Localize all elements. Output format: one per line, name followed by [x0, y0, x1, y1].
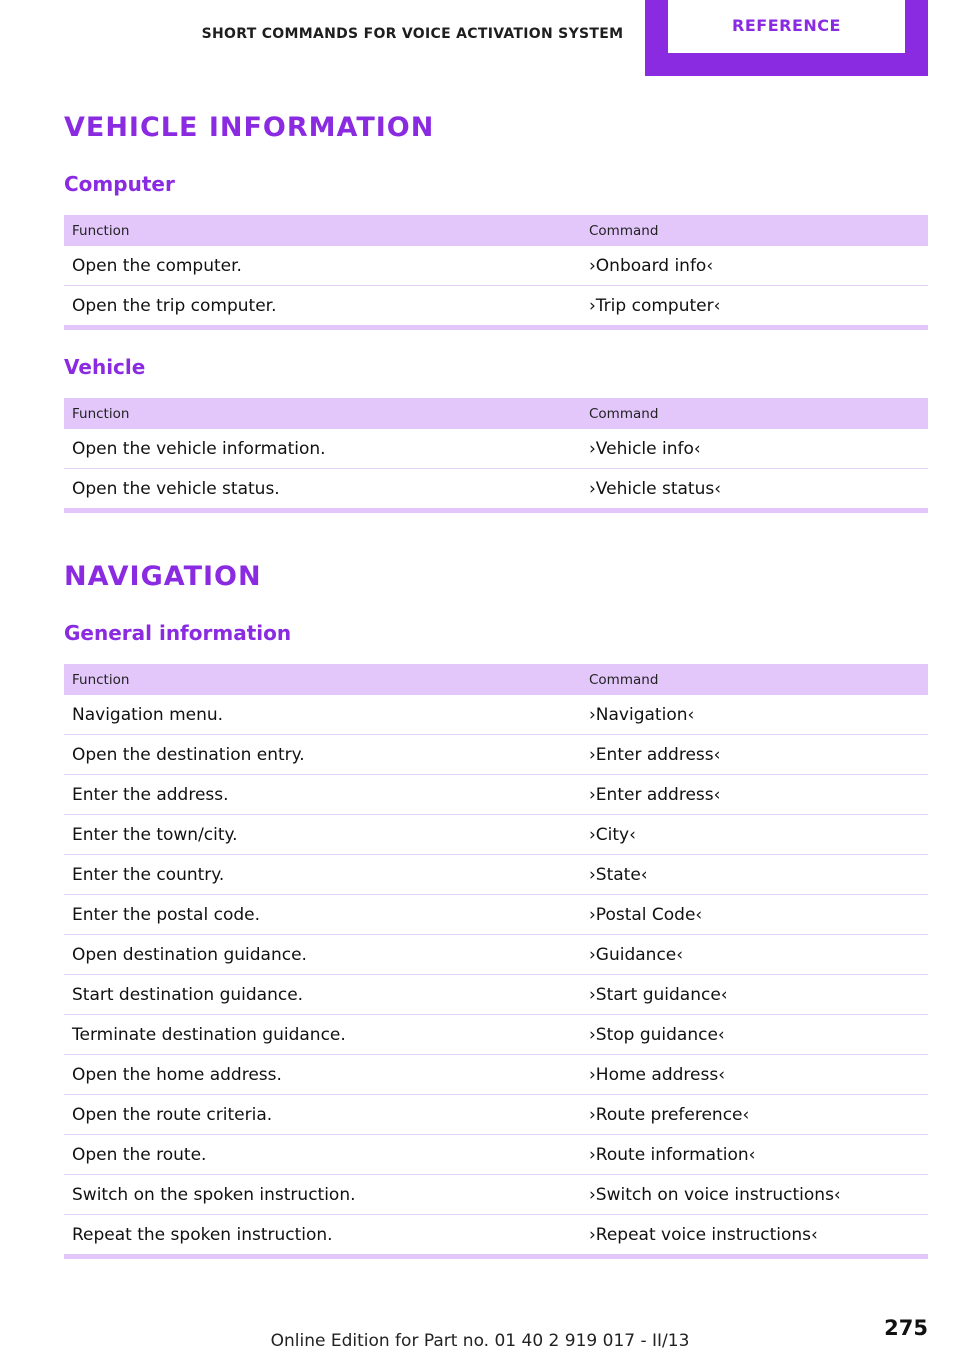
command-cell: ›Enter address‹	[581, 775, 928, 815]
table-row	[64, 815, 928, 855]
function-cell: Enter the town/city.	[64, 815, 581, 855]
command-cell: ›Vehicle info‹	[581, 429, 928, 469]
command-cell: ›Enter address‹	[581, 735, 928, 775]
function-cell: Open the route.	[64, 1135, 581, 1175]
command-cell: ›Repeat voice instructions‹	[589, 1224, 818, 1245]
table-row	[64, 1015, 928, 1055]
page-number: 275	[884, 1316, 928, 1340]
section-title-navigation: NAVIGATION	[64, 561, 262, 592]
function-cell: Terminate destination guidance.	[64, 1015, 581, 1055]
table-row	[64, 935, 928, 975]
table-row	[64, 1055, 928, 1095]
function-cell: Open the trip computer.	[72, 295, 277, 316]
table-row	[64, 1135, 928, 1175]
function-cell: Open the destination entry.	[64, 735, 581, 775]
function-cell: Open the vehicle status.	[72, 478, 280, 499]
section-title-vehicle-information: VEHICLE INFORMATION	[64, 112, 435, 143]
table-row	[64, 1095, 928, 1135]
table-row	[64, 1215, 928, 1255]
footer-edition: Online Edition for Part no. 01 40 2 919 017 - II/13	[270, 1331, 690, 1351]
table-row	[64, 1175, 928, 1215]
command-cell: ›Onboard info‹	[581, 246, 928, 286]
command-cell: ›Navigation‹	[581, 695, 928, 735]
table-bottom-rule	[64, 1254, 928, 1259]
running-header: SHORT COMMANDS FOR VOICE ACTIVATION SYSTEM	[201, 26, 624, 42]
table-header-row	[64, 398, 928, 429]
function-cell: Open the vehicle information.	[64, 429, 581, 469]
function-cell: Enter the postal code.	[64, 895, 581, 935]
vehicle-commands-table	[64, 398, 928, 513]
function-cell: Enter the country.	[64, 855, 581, 895]
column-header-command: Command	[581, 664, 928, 695]
table-row	[64, 429, 928, 469]
section-tab-label: REFERENCE	[668, 0, 905, 53]
command-cell: ›State‹	[581, 855, 928, 895]
command-cell: ›Route preference‹	[581, 1095, 928, 1135]
command-cell: ›Guidance‹	[581, 935, 928, 975]
table-row	[64, 695, 928, 735]
table-row	[64, 246, 928, 286]
table-row	[64, 286, 928, 326]
column-header-function: Function	[64, 664, 581, 695]
function-cell: Repeat the spoken instruction.	[72, 1224, 333, 1245]
command-cell: ›Trip computer‹	[589, 295, 721, 316]
command-cell: ›Stop guidance‹	[581, 1015, 928, 1055]
subsection-title-computer: Computer	[64, 172, 175, 196]
function-cell: Open destination guidance.	[64, 935, 581, 975]
table-bottom-rule	[64, 508, 928, 513]
table-row	[64, 469, 928, 509]
section-tab	[645, 0, 928, 76]
column-header-function: Function	[64, 398, 581, 429]
column-header-command: Command	[581, 398, 928, 429]
function-cell: Start destination guidance.	[64, 975, 581, 1015]
table-bottom-rule	[64, 325, 928, 330]
command-cell: ›Route information‹	[581, 1135, 928, 1175]
function-cell: Open the home address.	[64, 1055, 581, 1095]
command-cell: ›Start guidance‹	[581, 975, 928, 1015]
column-header-command: Command	[581, 215, 928, 246]
function-cell: Navigation menu.	[64, 695, 581, 735]
command-cell: ›Switch on voice instructions‹	[581, 1175, 928, 1215]
table-row	[64, 735, 928, 775]
table-header-row	[64, 664, 928, 695]
computer-commands-table	[64, 215, 928, 330]
command-cell: ›Home address‹	[581, 1055, 928, 1095]
table-header-row	[64, 215, 928, 246]
command-cell: ›Postal Code‹	[581, 895, 928, 935]
navigation-commands-table	[64, 664, 928, 1259]
command-cell: ›Vehicle status‹	[589, 478, 722, 499]
function-cell: Open the route criteria.	[64, 1095, 581, 1135]
function-cell: Switch on the spoken instruction.	[64, 1175, 581, 1215]
column-header-function: Function	[64, 215, 581, 246]
subsection-title-general-information: General information	[64, 621, 292, 645]
function-cell: Open the computer.	[64, 246, 581, 286]
command-cell: ›City‹	[581, 815, 928, 855]
subsection-title-vehicle: Vehicle	[64, 355, 146, 379]
table-row	[64, 895, 928, 935]
table-row	[64, 855, 928, 895]
function-cell: Enter the address.	[64, 775, 581, 815]
table-row	[64, 775, 928, 815]
table-row	[64, 975, 928, 1015]
